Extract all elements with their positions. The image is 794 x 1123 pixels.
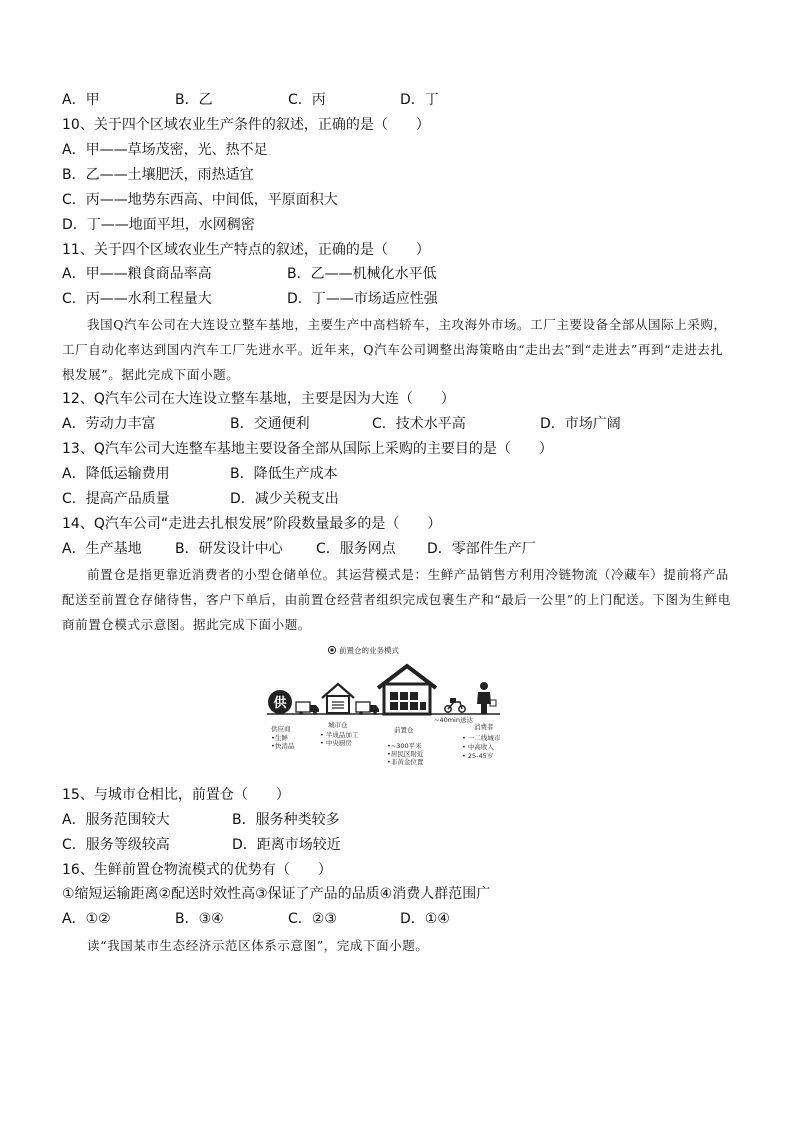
q9-option-d: D．丁 [400, 92, 439, 108]
city-warehouse-item: • 半成品加工 [320, 731, 359, 739]
front-warehouse-label: 前置仓 [394, 726, 414, 734]
q10-option-c: C．丙——地势东西高、中间低，平原面积大 [62, 192, 338, 208]
q9-option-a: A．甲 [62, 92, 100, 108]
q10-option-b: B．乙——土壤肥沃，雨热适宜 [62, 167, 254, 183]
q14-stem: 14、Q汽车公司“走进去扎根发展”阶段数量最多的是（ ） [62, 516, 442, 532]
q13-option-d: D．减少关税支出 [230, 491, 339, 507]
passage-front-warehouse: 前置仓是指更靠近消费者的小型仓储单位。其运营模式是：生鲜产品销售方利用冷链物流（冷藏车）提前将产品配送至前置仓存储待售，客户下单后，由前置仓经营者组织完成包裹生产和“最后一公里”的上门配送。下图为生鲜电商前置仓模式示意图。据此完成下面小题。 [62, 567, 731, 632]
q12-option-d: D．市场广阔 [540, 416, 621, 432]
q13-option-c: C．提高产品质量 [62, 491, 170, 507]
q14-option-b: B．研发设计中心 [175, 541, 283, 557]
q14-option-d: D．零部件生产厂 [427, 541, 536, 557]
delivery-time-label: ~40min送达 [434, 716, 473, 724]
supplier-label: 供应商 [271, 725, 291, 733]
q11-stem: 11、关于四个区域农业生产特点的叙述，正确的是（ ） [62, 242, 430, 258]
city-warehouse-label: 城市仓 [328, 721, 348, 729]
q9-option-b: B．乙 [175, 92, 213, 108]
q12-option-a: A．劳动力丰富 [62, 416, 156, 432]
consumer-item: • 中高收入 [462, 743, 494, 751]
q11-option-c: C．丙——水利工程量大 [62, 291, 212, 307]
q15-option-d: D．距离市场较近 [232, 837, 341, 853]
q15-option-c: C．服务等级较高 [62, 837, 170, 853]
q12-option-b: B．交通便利 [230, 416, 310, 432]
q16-stem: 16、生鲜前置仓物流模式的优势有（ ） [62, 862, 332, 878]
q11-option-d: D．丁——市场适应性强 [287, 291, 438, 307]
consumer-label: 消费者 [474, 723, 494, 731]
refrigerated-truck-icon [356, 702, 379, 715]
q16-option-a: A．①② [62, 911, 111, 927]
q11-option-b: B．乙——机械化水平低 [287, 266, 437, 282]
consumer-item: • 一二线城市 [462, 734, 501, 742]
supplier-icon-glyph: 供 [273, 696, 287, 711]
front-warehouse-item: •非黄金位置 [387, 758, 424, 766]
consumer-icon [477, 682, 496, 714]
q13-stem: 13、Q汽车公司大连整车基地主要设备全部从国际上采购的主要目的是（ ） [62, 441, 553, 457]
q14-option-a: A．生产基地 [62, 541, 142, 557]
supplier-item: •生鲜 [271, 734, 288, 742]
q10-stem: 10、关于四个区域农业生产条件的叙述，正确的是（ ） [62, 117, 430, 133]
q13-option-a: A．降低运输费用 [62, 466, 170, 482]
front-warehouse-icon [378, 666, 436, 714]
q16-option-b: B．③④ [175, 911, 224, 927]
passage-auto-company: 我国Q汽车公司在大连设立整车基地，主要生产中高档轿车，主攻海外市场。工厂主要设备全部从国际上采购，工厂自动化率达到国内汽车工厂先进水平。近年来，Q汽车公司调整出海策略由“走出去”到“走进去”再到“走进去扎根发展”。据此完成下面小题。 [62, 317, 727, 382]
q15-option-b: B．服务种类较多 [232, 812, 340, 828]
truck-icon [296, 702, 319, 715]
q12-stem: 12、Q汽车公司在大连设立整车基地，主要是因为大连（ ） [62, 391, 455, 407]
q10-option-d: D．丁——地面平坦，水网稠密 [62, 217, 255, 233]
q16-option-c: C．②③ [288, 911, 337, 927]
q14-option-c: C．服务网点 [316, 541, 396, 557]
q16-statements: ①缩短运输距离②配送时效性高③保证了产品的品质④消费人群范围广 [62, 886, 491, 902]
q15-stem: 15、与城市仓相比，前置仓（ ） [62, 787, 290, 803]
front-warehouse-diagram [262, 644, 534, 772]
front-warehouse-diagram-svg [262, 644, 534, 772]
q13-option-b: B．降低生产成本 [230, 466, 338, 482]
q11-option-a: A．甲——粮食商品率高 [62, 266, 212, 282]
passage-eco-zone: 读“我国某市生态经济示范区体系示意图”，完成下面小题。 [87, 938, 429, 953]
front-warehouse-item: •~300平米 [387, 742, 422, 750]
q9-option-c: C．丙 [288, 92, 326, 108]
scooter-icon [445, 698, 465, 712]
supplier-item: •快消品 [271, 742, 295, 750]
q16-option-d: D．①④ [400, 911, 450, 927]
diagram-title: 前置仓的业务模式 [339, 646, 399, 655]
q10-option-a: A．甲——草场茂密，光、热不足 [62, 142, 268, 158]
consumer-item: • 25-45岁 [462, 752, 494, 760]
title-bullet-dot [330, 648, 333, 651]
front-warehouse-item: •居民区附近 [387, 750, 424, 758]
q15-option-a: A．服务范围较大 [62, 812, 170, 828]
city-warehouse-item: • 中央厨房 [320, 739, 352, 747]
city-warehouse-icon [322, 684, 354, 713]
q12-option-c: C．技术水平高 [372, 416, 466, 432]
